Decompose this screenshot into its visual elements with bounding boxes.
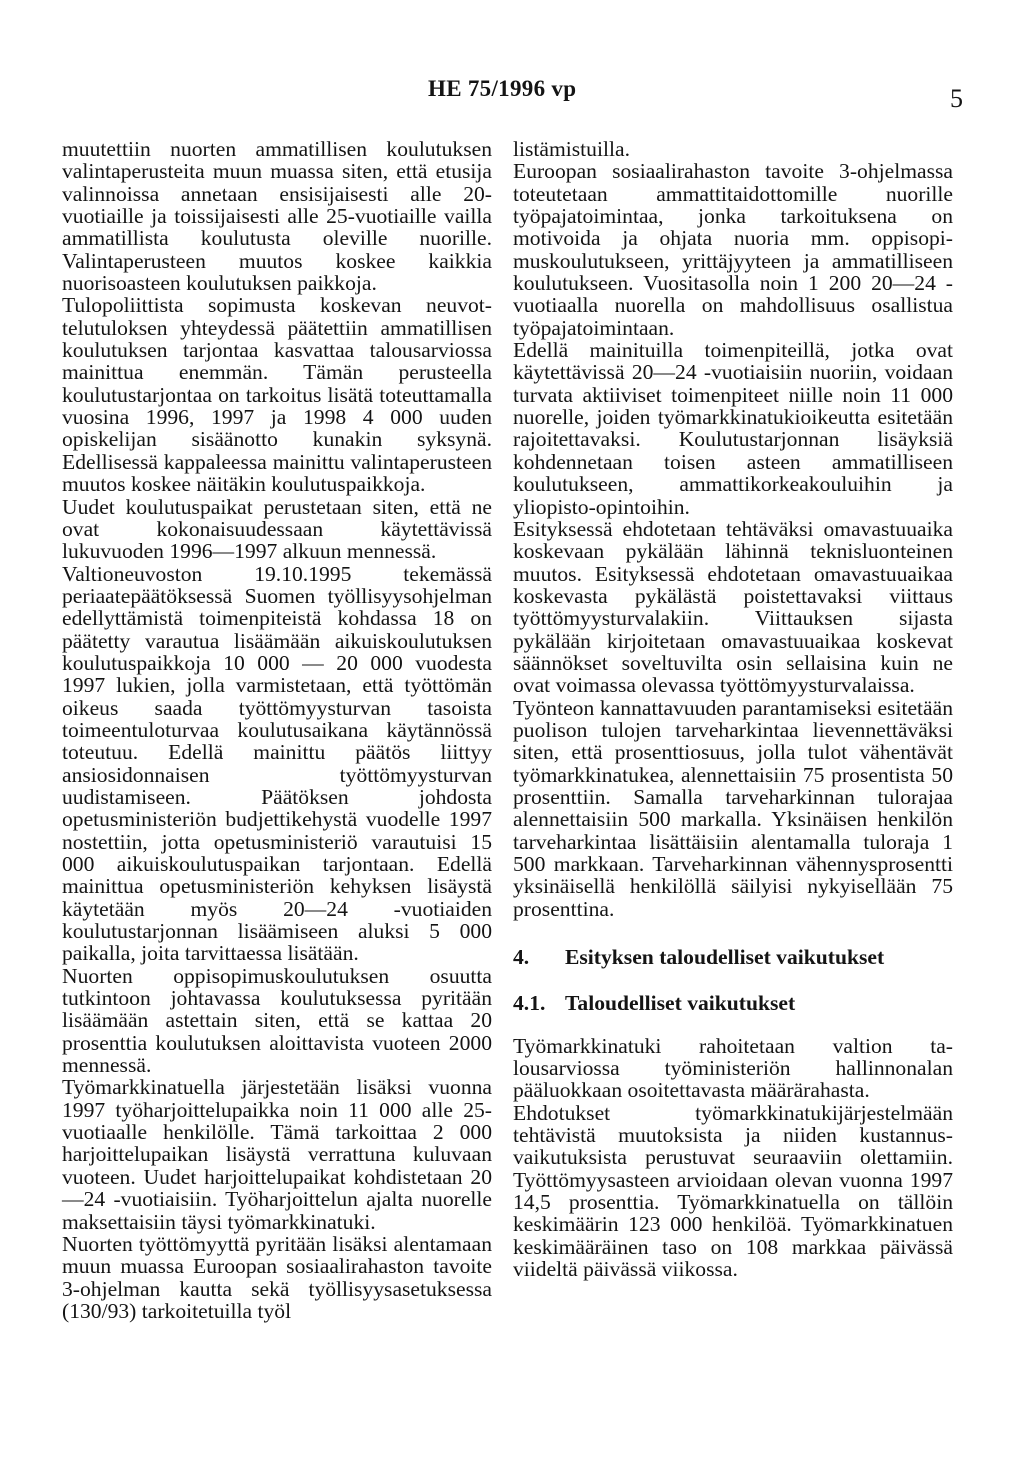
section-title: Esityksen taloudelliset vaikutukset	[565, 945, 885, 970]
paragraph: Nuorten työttömyyttä pyritään lisäksi alentamaan muun muassa Euroopan sosiaalirahaston tavoite 3-ohjelman kautta sekä työllisyysasetuksessa (130/93) tarkoitetuilla työl	[62, 1231, 492, 1323]
subsection-title: Taloudelliset vaikutukset	[565, 991, 796, 1016]
paragraph: Euroopan sosiaalirahaston tavoite 3-ohjelmassa toteutetaan ammattitaidottomille nuorille työpajatoimintaa, jonka tarkoituksena on motivoida ja ohjata nuoria mm. oppisopimuskoulutukseen, yrittäjyyteen ja ammatilliseen koulutukseen. Vuositasolla noin 1 200 20—24 -vuotiaalla nuorella on mahdollisuus osallistua työpajatoimintaan.	[513, 159, 953, 340]
right-column	[513, 138, 953, 1281]
paragraph: Uudet koulutuspaikat perustetaan siten, että ne ovat kokonaisuudessaan käytettävissä lukuvuoden 1996—1997 alkuun mennessä.	[62, 494, 492, 564]
paragraph: Tulopoliittista sopimusta koskevan neuvottelutuloksen yhteydessä päätettiin ammatillisen koulutuksen tarjontaa kasvattaa talousarviossa mainittua enemmän. Tämän perusteella koulutustarjontaa on tarkoitus lisätä toteuttamalla vuosina 1996, 1997 ja 1998 4 000 uuden opiskelijan sisäänotto kunakin syksynä. Edellisessä kappaleessa mainittu valintaperusteen muutos koskee näitäkin koulutuspaikkoja.	[62, 293, 492, 497]
paragraph: Esityksessä ehdotetaan tehtäväksi omavastuuaika koskevaan pykälään lähinnä teknisluonteinen muutos. Esityksessä ehdotetaan omavastuuaikaa koskevasta pykälästä poistettavaksi viittaus työttömyysturvalakiin. Viittauksen sijasta pykälään kirjoitetaan omavastuuaikaa koskevat säännökset soveltuvilta osin sellaisina kuin ne ovat voimassa olevassa työttömyysturvalaissa.	[513, 516, 953, 698]
left-column	[62, 138, 492, 1322]
document-id: HE 75/1996 vp	[428, 76, 577, 101]
page-number: 5	[950, 84, 963, 113]
paragraph: Edellä mainituilla toimenpiteillä, jotka ovat käytettävissä 20—24 -vuotiaisiin nuoriin, voidaan turvata aktiiviset toimenpiteet niille noin 11 000 nuorelle, joiden työmarkkinatukioikeutta esitetään rajoitettavaksi. Koulutustarjonnan lisäyksiä kohdennetaan toisen asteen ammatilliseen koulutukseen, ammattikorkeakouluihin ja yliopisto-opintoihin.	[513, 338, 953, 519]
paragraph: listämistuilla.	[513, 137, 630, 161]
section-heading	[513, 946, 953, 968]
paragraph: Valtioneuvoston 19.10.1995 tekemässä periaatepäätöksessä Suomen työllisyysohjelman edellyttämistä toimenpiteistä kohdassa 18 on päätetty varautua lisäämään aikuiskoulutuksen koulutuspaikkoja 10 000 — 20 000 vuodesta 1997 lukien, jolla varmistetaan, että työttömän oikeus saada työttömyysturvan tasoista toimeentuloturvaa koulutusaikana käytännössä toteutuu. Edellä mainittu päätös liittyy ansiosidonnaisen työttömyysturvan uudistamiseen. Päätöksen johdosta opetusministeriön budjettikehystä vuodelle 1997 nostettiin, jotta opetusministeriö varautuisi 15 000 aikuiskoulutuspaikan tarjontaan. Edellä mainittua opetusministeriön kehyksen lisäystä käytetään myös 20—24 -vuotiaiden koulutustarjonnan lisäämiseen aluksi 5 000 paikalla, joita tarvittaessa lisätään.	[62, 561, 492, 966]
subsection-number: 4.1.	[513, 991, 546, 1016]
paragraph: Työmarkkinatuki rahoitetaan valtion talousarviossa työministeriön hallinnonalan pääluokkaan osoitettavasta määrärahasta.	[513, 1033, 953, 1103]
section-number: 4.	[513, 945, 530, 970]
paragraph: Nuorten oppisopimuskoulutuksen osuutta tutkintoon johtavassa koulutuksessa pyritään lisäämään astettain siten, että se kattaa 20 prosenttia koulutuksen aloittavista vuoteen 2000 mennessä.	[62, 963, 492, 1078]
subsection-heading	[513, 992, 953, 1014]
paragraph: Ehdotukset työmarkkinatukijärjestelmään tehtävistä muutoksista ja niiden kustannusvaikutuksista perustuvat seuraaviin olettamiin. Työttömyysasteen arvioidaan olevan vuonna 1997 14,5 prosenttia. Työmarkkinatuella on tällöin keskimäärin 123 000 henkilöä. Työmarkkinatuen keskimääräinen taso on 108 markkaa päivässä viideltä päivässä viikossa.	[513, 1100, 953, 1282]
page-header	[0, 72, 1024, 112]
paragraph: Työnteon kannattavuuden parantamiseksi esitetään puolison tulojen tarveharkintaa lievennettäväksi siten, että prosenttiosuus, jolla tulot vähentävät työmarkkinatukea, alennettaisiin 75 prosentista 50 prosenttiin. Samalla tarveharkinnan tulorajaa alennettaisiin 500 markalla. Yksinäisen henkilön tarveharkintaa lisättäisiin alentamalla tuloraja 1 500 markkaan. Tarveharkinnan vähennysprosentti yksinäisellä henkilöllä säilyisi nykyisellään 75 prosenttina.	[513, 695, 953, 921]
paragraph: Työmarkkinatuella järjestetään lisäksi vuonna 1997 työharjoittelupaikka noin 11 000 alle 25-vuotiaalle henkilölle. Tämä tarkoittaa 2 000 harjoittelupaikan lisäystä verrattuna kuluvaan vuoteen. Uudet harjoittelupaikat kohdistetaan 20—24 -vuotiaisiin. Työharjoittelun ajalta nuorelle maksettaisiin täysi työmarkkinatuki.	[62, 1075, 492, 1234]
paragraph: muutettiin nuorten ammatillisen koulutuksen valintaperusteita muun muassa siten, että etusija valinnoissa annetaan ensisijaisesti alle 20-vuotiaille ja toissijaisesti alle 25-vuotiaille vailla ammatillista koulutusta oleville nuorille. Valintaperusteen muutos koskee kaikkia nuorisoasteen koulutuksen paikkoja.	[62, 137, 492, 296]
